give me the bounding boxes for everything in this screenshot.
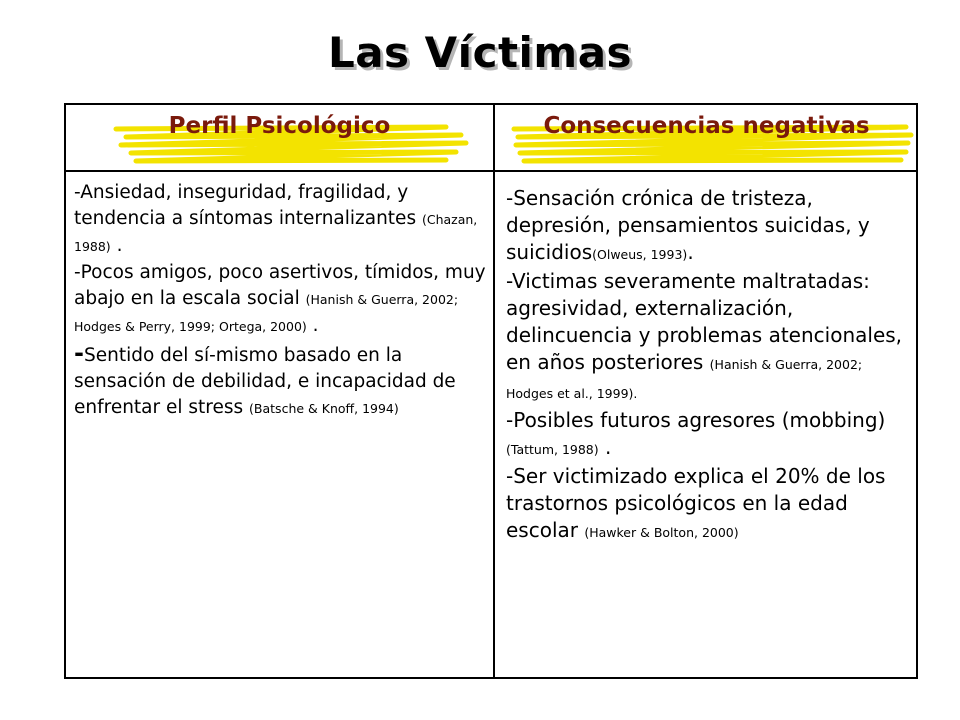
column-header-perfil: Perfil Psicológico	[168, 113, 391, 139]
header-divider	[66, 170, 916, 172]
citation: (Chazan, 1988)	[74, 212, 478, 254]
perfil-item-dash: -	[74, 339, 84, 367]
consecuencias-cell	[506, 185, 911, 546]
slide-title: Las Víctimas	[327, 28, 633, 77]
perfil-cell	[74, 180, 486, 422]
citation: (Hawker & Bolton, 2000)	[584, 525, 739, 540]
column-header-consecuencias: Consecuencias negativas	[543, 113, 870, 139]
consecuencias-item	[506, 185, 911, 268]
perfil-item	[74, 180, 486, 260]
consecuencias-item-end: .	[687, 240, 694, 264]
consecuencias-item	[506, 407, 911, 463]
consecuencias-item-text: -Victimas severamente maltratadas: agresividad, externalización, delincuencia y problemas atencionales, en años posteriores	[506, 269, 903, 374]
consecuencias-item	[506, 268, 911, 407]
consecuencias-item-text: -Ser victimizado explica el 20% de los trastornos psicológicos en la edad escolar	[506, 464, 886, 542]
column-divider	[493, 105, 495, 677]
perfil-item-end: .	[110, 235, 123, 256]
citation: (Hanish & Guerra, 2002; Hodges et al., 1999).	[506, 357, 863, 401]
consecuencias-item-text: -Sensación crónica de tristeza, depresión, pensamientos suicidas, y suicidios	[506, 186, 870, 264]
consecuencias-item-text: -Posibles futuros agresores (mobbing)	[506, 408, 886, 432]
perfil-item-text: -Pocos amigos, poco asertivos, tímidos, muy abajo en la escala social	[74, 262, 486, 309]
citation: (Hanish & Guerra, 2002; Hodges & Perry, 1999; Ortega, 2000)	[74, 292, 459, 334]
citation: (Olweus, 1993)	[592, 247, 688, 262]
perfil-item	[74, 340, 486, 422]
perfil-item-text: Sentido del sí-mismo basado en la sensación de debilidad, e incapacidad de enfrentar el stress	[74, 345, 456, 418]
perfil-item	[74, 260, 486, 340]
consecuencias-item-end: .	[598, 435, 612, 459]
perfil-item-text: -Ansiedad, inseguridad, fragilidad, y tendencia a síntomas internalizantes	[74, 182, 422, 229]
citation: (Tattum, 1988)	[506, 442, 599, 457]
perfil-item-end: .	[306, 315, 319, 336]
citation: (Batsche & Knoff, 1994)	[249, 401, 399, 416]
consecuencias-item	[506, 463, 911, 546]
content-table	[64, 103, 918, 679]
